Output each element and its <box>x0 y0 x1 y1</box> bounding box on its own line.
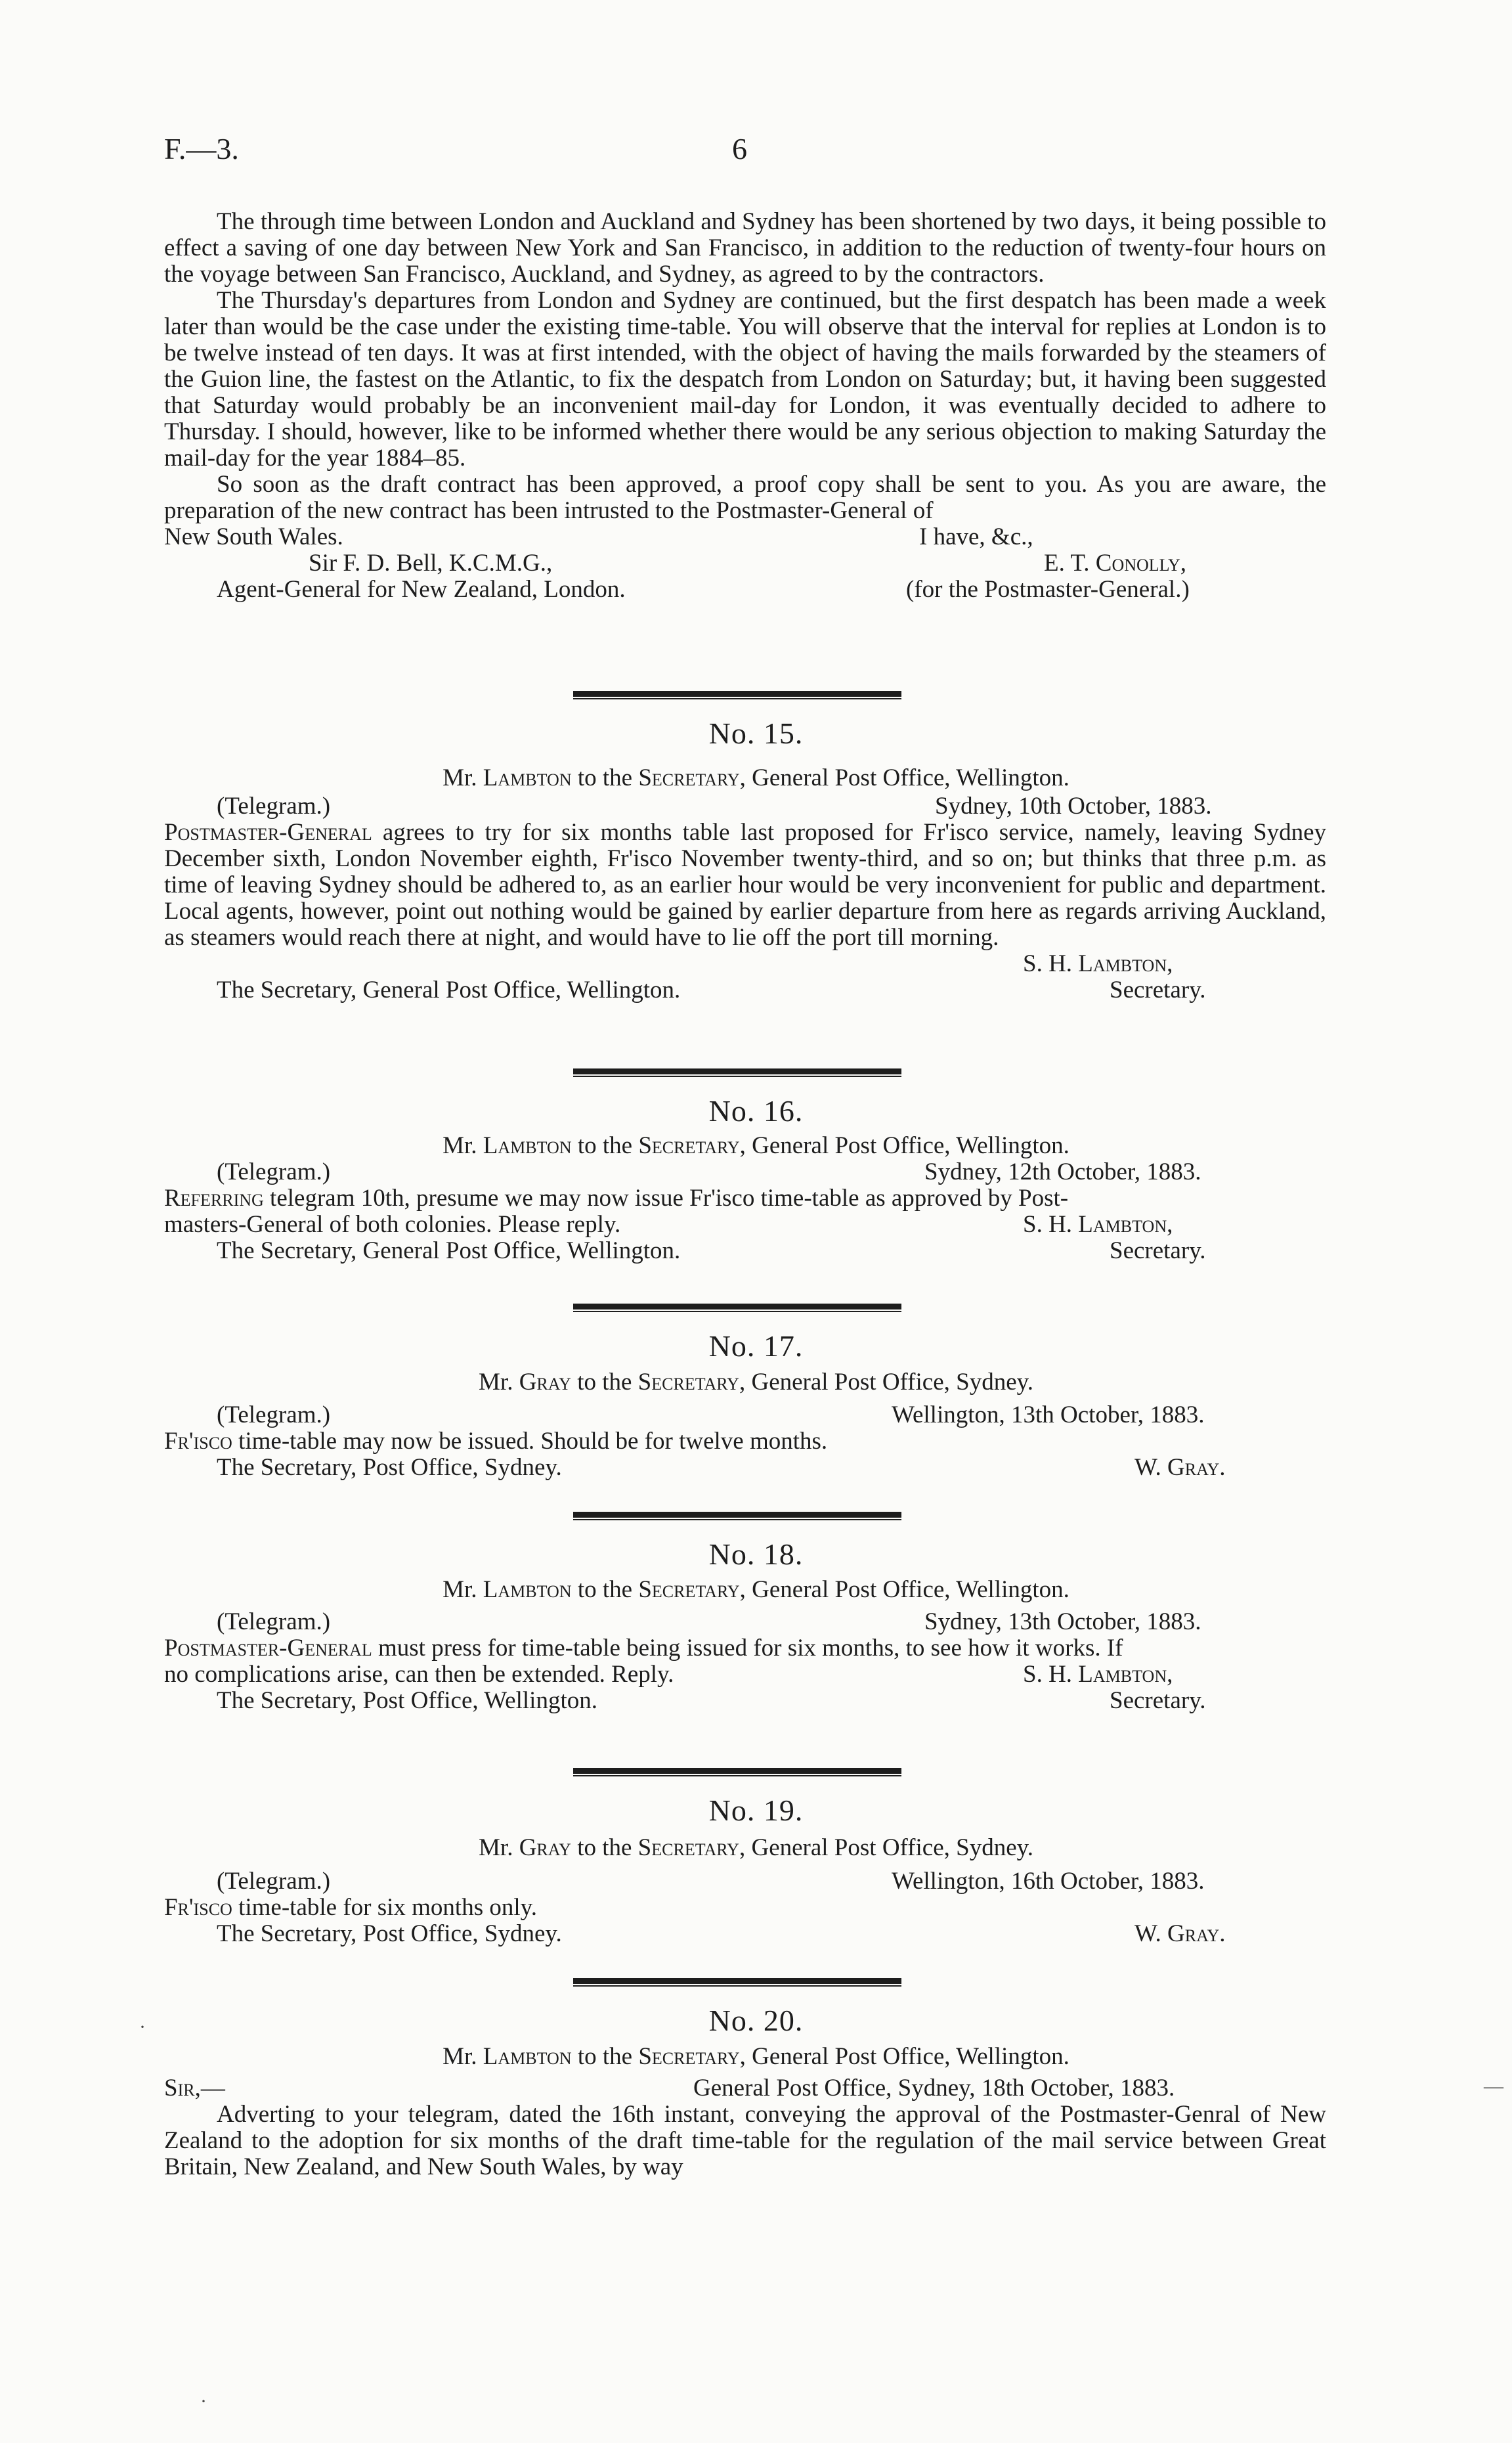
addressee: The Secretary, Post Office, Sydney. <box>217 1920 562 1947</box>
scan-speck: · <box>200 2390 207 2412</box>
dateline <box>164 1159 1326 1185</box>
letter-number: No. 16. <box>708 1094 804 1128</box>
signature-line <box>164 951 1326 977</box>
letter-number: No. 19. <box>708 1794 804 1827</box>
signature-line <box>164 550 1326 577</box>
page-number: 6 <box>732 132 747 165</box>
signature-line <box>164 977 1326 1003</box>
telegram-body-line: Fr'isco time-table may now be issued. Should be for twelve months. <box>164 1428 828 1455</box>
telegram-body: Postmaster-General agrees to try for six months table last proposed for Fr'isco service, namely, leaving Sydney December sixth, London November eighth, Fr'isco November twenty-third, and so on; but thinks that three p.m. as time of leaving Sydney should be adhered to, as an earlier hour would be very inconvenient for public and department. Local agents, however, point out nothing would be gained by earlier departure from here as regards arriving Auckland, as steamers would reach there at night, and would have to lie off the port till morning. <box>164 819 1326 951</box>
telegram-body-line: Postmaster-General must press for time-table being issued for six months, to see how it works. If <box>164 1635 1123 1662</box>
letter-18 <box>164 1609 1326 1714</box>
signature-line <box>164 1238 1326 1264</box>
dateline <box>164 1609 1326 1635</box>
scan-speck: · <box>139 2016 146 2038</box>
place-date: Wellington, 16th October, 1883. <box>892 1868 1205 1895</box>
signatory-name: S. H. Lambton, <box>1023 1661 1173 1688</box>
telegram-label: (Telegram.) <box>217 793 331 820</box>
signatory-role: Secretary. <box>1110 1687 1206 1714</box>
paragraph: The Thursday's departures from London and Sydney are continued, but the first despatch has been made a week later than would be the case under the existing time-table. You will observe that the interval for replies at London is to be twelve instead of ten days. It was at first intended, with the object of having the mails forwarded by the steamers of the Guion line, the fastest on the Atlantic, to fix the despatch from London on Saturday; but, it having been suggested that Saturday would probably be an inconvenient mail-day for London, it was eventually decided to adhere to Thursday. I should, however, like to be informed whether there would be any serious objection to making Saturday the mail-day for the year 1884–85. <box>164 287 1326 472</box>
place-date: Wellington, 13th October, 1883. <box>892 1401 1205 1428</box>
addressee: The Secretary, General Post Office, Wellington. <box>217 1237 681 1264</box>
signatory-role: Secretary. <box>1110 1237 1206 1264</box>
salutation: Sir,— <box>164 2075 225 2102</box>
letter-20 <box>164 2075 1326 2180</box>
telegram-body-line: no complications arise, can then be extended. Reply. S. H. Lambton, <box>164 1661 1173 1688</box>
signatory-role: Secretary. <box>1110 977 1206 1003</box>
letter-16 <box>164 1159 1326 1264</box>
addressee: The Secretary, General Post Office, Wellington. <box>217 977 681 1003</box>
nsw-text: New South Wales. <box>164 523 343 550</box>
dateline <box>164 2075 1326 2102</box>
telegram-body-line: Fr'isco time-table for six months only. <box>164 1894 537 1921</box>
paragraph: The through time between London and Auckland and Sydney has been shortened by two days, it being possible to effect a saving of one day between New York and San Francisco, in addition to the reduction of twenty-four hours on the voyage between San Francisco, Auckland, and Sydney, as agreed to by the contractors. <box>164 208 1326 288</box>
letter-subject: Mr. Lambton to the Secretary, General Post Office, Wellington. <box>443 1132 1069 1159</box>
section-divider <box>573 1068 901 1074</box>
place-date: Sydney, 10th October, 1883. <box>935 793 1212 820</box>
telegram-label: (Telegram.) <box>217 1401 331 1428</box>
signatory-role: (for the Postmaster-General.) <box>906 576 1190 603</box>
letter-number: No. 20. <box>708 2004 804 2037</box>
dateline <box>164 1868 1326 1895</box>
telegram-body-line: Referring telegram 10th, presume we may now issue Fr'isco time-table as approved by Post- <box>164 1185 1069 1212</box>
section-divider <box>573 1978 901 1984</box>
letter-body: Adverting to your telegram, dated the 16th instant, conveying the approval of the Postmaster-Genral of New Zealand to the adoption for six months of the draft time-table for the regulation of the mail service between Great Britain, New Zealand, and New South Wales, by way <box>164 2101 1326 2180</box>
closing-line <box>164 524 1326 550</box>
letter-17 <box>164 1402 1326 1481</box>
telegram-label: (Telegram.) <box>217 1868 331 1895</box>
addressee-title: Agent-General for New Zealand, London. <box>217 576 626 603</box>
closing-phrase: I have, &c., <box>919 523 1033 550</box>
letter-subject: Mr. Lambton to the Secretary, General Post Office, Wellington. <box>443 764 1069 791</box>
letter-15 <box>164 793 1326 1003</box>
letter-number: No. 15. <box>708 716 804 750</box>
addressee: The Secretary, Post Office, Wellington. <box>217 1687 597 1714</box>
signature-line <box>164 1455 1326 1481</box>
addressee-name: Sir F. D. Bell, K.C.M.G., <box>309 550 553 577</box>
signatory-name: W. Gray. <box>1134 1920 1226 1947</box>
signatory-name: E. T. Conolly, <box>1044 550 1186 577</box>
signature-line <box>164 577 1326 603</box>
telegram-label: (Telegram.) <box>217 1158 331 1185</box>
scan-mark: — <box>1484 2075 1503 2097</box>
section-divider <box>573 1304 901 1310</box>
place-date: General Post Office, Sydney, 18th October, 1883. <box>693 2075 1175 2102</box>
dateline <box>164 793 1326 820</box>
intro-letter-body <box>164 209 1326 603</box>
section-divider <box>573 1512 901 1518</box>
dateline <box>164 1402 1326 1428</box>
letter-number: No. 17. <box>708 1329 804 1363</box>
telegram-label: (Telegram.) <box>217 1608 331 1635</box>
paragraph: So soon as the draft contract has been approved, a proof copy shall be sent to you. As you are aware, the preparation of the new contract has been intrusted to the Postmaster-General of <box>164 471 1326 524</box>
letter-number: No. 18. <box>708 1537 804 1571</box>
place-date: Sydney, 13th October, 1883. <box>924 1608 1201 1635</box>
telegram-body-line: masters-General of both colonies. Please reply. S. H. Lambton, <box>164 1211 1173 1238</box>
signatory-name: W. Gray. <box>1134 1454 1226 1481</box>
letter-subject: Mr. Gray to the Secretary, General Post Office, Sydney. <box>479 1369 1033 1396</box>
letter-19 <box>164 1868 1326 1947</box>
section-divider <box>573 1768 901 1774</box>
letter-subject: Mr. Lambton to the Secretary, General Post Office, Wellington. <box>443 1576 1069 1603</box>
signature-line <box>164 1688 1326 1714</box>
place-date: Sydney, 12th October, 1883. <box>924 1158 1201 1185</box>
signatory-name: S. H. Lambton, <box>1023 1211 1173 1238</box>
letter-subject: Mr. Lambton to the Secretary, General Post Office, Wellington. <box>443 2043 1069 2070</box>
addressee: The Secretary, Post Office, Sydney. <box>217 1454 562 1481</box>
signature-line <box>164 1921 1326 1947</box>
series-reference: F.—3. <box>164 132 239 165</box>
signatory-name: S. H. Lambton, <box>1023 950 1173 977</box>
letter-subject: Mr. Gray to the Secretary, General Post Office, Sydney. <box>479 1834 1033 1861</box>
section-divider <box>573 691 901 697</box>
